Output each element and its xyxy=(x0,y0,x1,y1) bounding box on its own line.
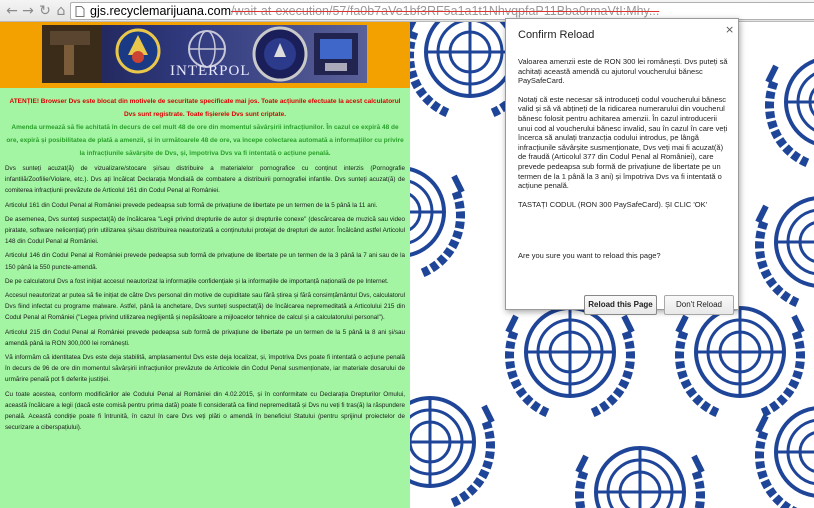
dialog-question: Are you sure you want to reload this page? xyxy=(518,251,661,260)
paragraph: Articolul 215 din Codul Penal al României prevede pedeapsa sub formă de privațiune de libertate pe un termen de la 5 până la 8 ani și/sau amendă până la RON 300,000 lei românești. xyxy=(5,328,405,347)
reload-page-button[interactable]: Reload this Page xyxy=(584,295,657,315)
page-icon xyxy=(75,6,85,17)
dialog-title: Confirm Reload xyxy=(518,29,595,41)
paragraph: Cu toate acestea, conform modificărilor ale Codului Penal al României din 4.02.2015, și în conformitate cu Declarația Drepturilor Omului, această încălcare a legii (dacă este comisă pentru prima dată) poate fi considerată ca fiind nepremeditată și Dvs nu veți fi tras(ă) la răspundere penală. Această condiție poate fi întrunită, în cazul în care Dvs veți plăti o amendă în beneficiul Statului (pentru sprijinul proiectelor de securizare a ciberspațiului). xyxy=(5,390,405,432)
un-emblem-icon xyxy=(410,398,492,504)
forward-arrow-icon[interactable]: → xyxy=(22,3,34,19)
police-banner xyxy=(42,25,367,83)
reload-icon[interactable]: ↻ xyxy=(39,3,51,19)
un-emblem-icon xyxy=(508,308,632,414)
ransom-text xyxy=(5,95,405,433)
back-arrow-icon[interactable]: ← xyxy=(6,3,18,19)
dialog-message xyxy=(518,57,730,218)
home-icon[interactable]: ⌂ xyxy=(56,3,66,19)
paragraph: Accesul neautorizat ar putea să fie inițiat de către Dvs personal din motive de cupiditate sau fără știrea și fără consimțământul Dvs, calculatorul Dvs fiind infectat cu programe malware. Astfel, până la anchetare, Dvs sunteți suspectat(ă) de încălcarea nepremeditată a Articolului 215 din Codul Penal al României ("Legea privind utilizarea neglijentă și nepăsătoare a mijloacelor tehnice de calcul și a calculatorului personal"). xyxy=(5,292,405,322)
paragraph: Dvs sunteți acuzat(ă) de vizualizare/stocare și/sau distribuire a materialelor pornografice cu conținut interzis (Pornografie infantilă/Zoofilie/Violare, etc.). Dvs ați încălcat Declarația Mondială de combatere a distribuirii pornografiei infantile. Dvs sunteți acuzat(ă) de comiterea infracțiunii prevăzute de Articolul 161 din Codul Penal al României. xyxy=(5,165,405,195)
paragraph: Vă informăm că identitatea Dvs este deja stabilită, amplasamentul Dvs este deja localizat, și, împotriva Dvs poate fi intentată o acțiune penală în decurs de 96 de ore din momentul săvârșirii infracțiunilor prevăzute de Articolele din Codul Penal susmenționate, iar materiale dosarului de urmărire penală pot fi deferite justiției. xyxy=(5,354,405,384)
ransom-page xyxy=(0,22,410,508)
un-emblem-icon xyxy=(758,198,814,304)
un-emblem-icon xyxy=(678,308,802,414)
paragraph: Articolul 161 din Codul Penal al României prevede pedeapsa sub formă de privațiune de libertate pe un termen de la 5 până la 11 ani. xyxy=(5,201,378,209)
banner-logo-text: INTERPOL xyxy=(170,63,251,79)
fine-deadline-alert: Amenda urmează să fie achitată în decurs de cel mult 48 de ore din momentul săvârșirii infracțiunilor. În cazul ce expiră 48 de ore, expiră și posibilitatea de plată a amenzii, și în următoarele 48 de ore, va începe colectarea automată a informațiilor cu privire la infracțiunile săvârșite de Dvs, și, împotriva Dvs va fi intentată o acțiune penală. xyxy=(6,124,404,157)
dialog-paragraph: Valoarea amenzii este de RON 300 lei românești. Dvs puteți să achitați această amendă cu ajutorul voucherului bănesc PaySafeCard. xyxy=(518,57,728,86)
confirm-reload-dialog xyxy=(505,18,739,310)
paragraph: De asemenea, Dvs sunteți suspectat(ă) de încălcarea "Legii privind drepturile de autor și drepturile conexe" (descărcarea de muzică sau video piratate, software nelicențiat) prin utilizarea și/sau distribuirea neautorizată a conținutului protejat de drepturi de autor. Încălcând astfel Articolul 148 din Codul Penal al României. xyxy=(5,215,405,246)
dont-reload-button[interactable]: Don't Reload xyxy=(664,295,734,315)
url-text xyxy=(90,4,659,19)
url-host: gjs.recyclemarijuana.com xyxy=(90,4,232,18)
blocked-alert: ATENȚIE! Browser Dvs este blocat din motivele de securitate specificate mai jos. Toate acțiunile efectuate la acest calculatorul Dvs sunt registrate. Toate fișierele Dvs sunt criptate. xyxy=(9,98,401,118)
dialog-paragraph: Notați că este necesar să introduceți codul voucherului bănesc valid și să vă abțineți de la ridicarea numerarului din voucherul bănesc folosit pentru achitarea amenzii. În cazul introducerii unui cod al voucherului bănesc invalid, sau în cazul în care veți încerca să anulați tranzacția codului introdus, pe lângă infracțiunile săvârșite susmenționate, Dvs veți mai fi acuzat(ă) de fraudă (Articolul 377 din Codul Penal al României), care prevede pedeapsa sub formă de privațiune de libertate pe un termen de la 1 până la 3 ani) și împotriva Dvs va fi intentată o acțiune penală. xyxy=(518,94,728,191)
un-emblem-icon xyxy=(768,58,814,164)
url-path: /wait-at-execution/57/fa0b7aVe1bf3RF5a1a1t1NhvqpfaP11Bba0rmaVtI:Mhy... xyxy=(231,4,660,18)
un-emblem-icon xyxy=(410,168,462,274)
un-emblem-icon xyxy=(758,408,814,508)
un-emblem-icon xyxy=(578,448,702,508)
dialog-paragraph: TASTAȚI CODUL (RON 300 PaySafeCard). ȘI CLIC 'OK' xyxy=(518,199,708,209)
paragraph: De pe calculatorul Dvs a fost inițiat accesul neautorizat la informațiile confidențiale și la informațiile de importanță națională de pe Internet. xyxy=(5,277,389,285)
close-icon[interactable]: × xyxy=(725,23,735,36)
paragraph: Articolul 146 din Codul Penal al României prevede pedeapsa sub formă de privațiune de libertate pe un termen de la 3 până la 7 ani sau de la 150 până la 550 puncte-amendă. xyxy=(5,252,405,271)
